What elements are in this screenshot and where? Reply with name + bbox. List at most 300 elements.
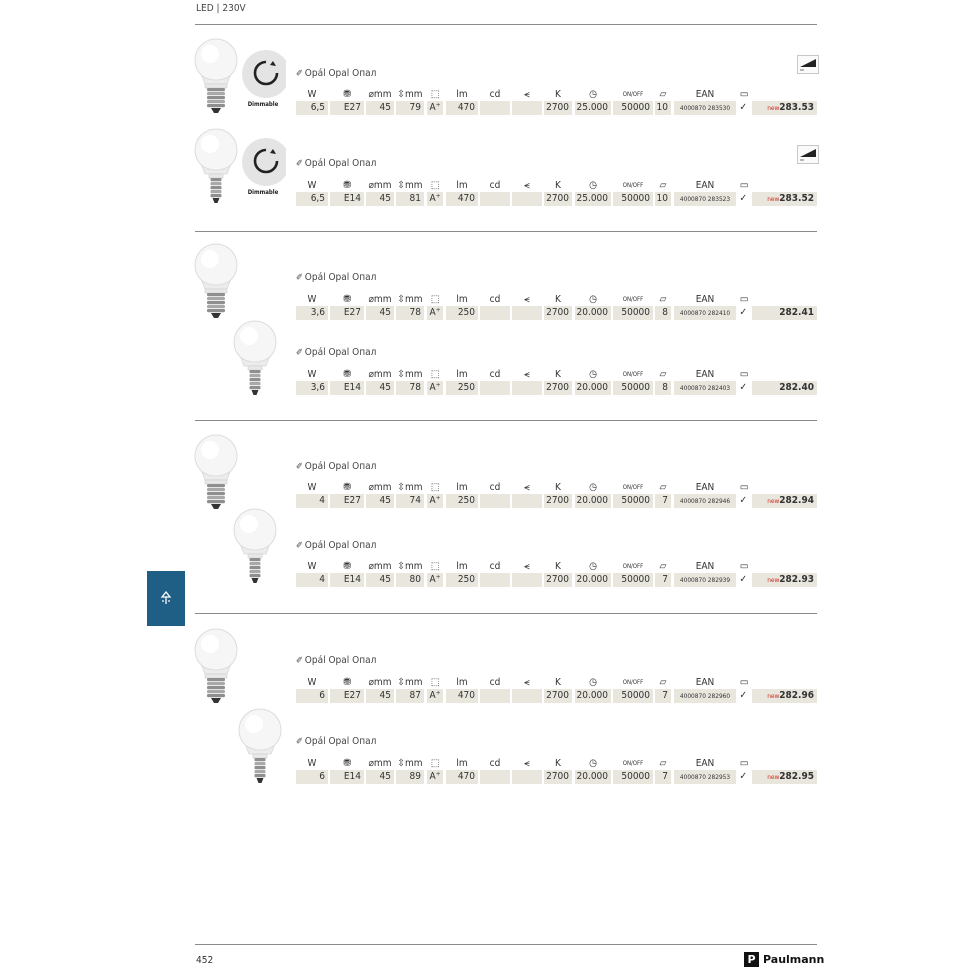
value-life: 25.000 <box>575 192 611 206</box>
value-cd <box>480 689 510 703</box>
value-w: 6,5 <box>296 192 328 206</box>
column-header-len: ⇳mm <box>397 294 423 305</box>
value-ean: 4000870 282960 <box>674 689 736 703</box>
column-header-life: ◷ <box>589 180 597 191</box>
value-energy: A⁺ <box>427 306 443 320</box>
column-header-lm: lm <box>456 369 468 380</box>
value-base: E14 <box>330 770 364 784</box>
column-header-k: K <box>555 369 561 380</box>
column-header-life: ◷ <box>589 369 597 380</box>
column-header-art <box>752 482 817 493</box>
value-life: 20.000 <box>575 494 611 508</box>
value-art <box>752 381 817 395</box>
value-base: E14 <box>330 381 364 395</box>
column-header-w: W <box>307 561 317 572</box>
value-tick: ✓ <box>739 307 747 318</box>
product-title-text: Opál Opal Опал <box>304 347 377 358</box>
spec-header <box>0 677 970 688</box>
column-header-k: K <box>555 677 561 688</box>
value-energy: A⁺ <box>427 494 443 508</box>
value-lm: 470 <box>446 770 478 784</box>
column-header-ean: EAN <box>695 89 715 100</box>
column-header-dia: ⌀mm <box>368 180 392 191</box>
column-header-k: K <box>555 758 561 769</box>
value-cd <box>480 494 510 508</box>
value-angle <box>512 689 542 703</box>
column-header-w: W <box>307 482 317 493</box>
article-number[interactable]: 283.53 <box>779 102 814 113</box>
value-pack: 8 <box>655 306 671 320</box>
value-angle <box>512 573 542 587</box>
value-tick: ✓ <box>739 771 747 782</box>
value-lm: 250 <box>446 573 478 587</box>
column-header-angle: ⪪ <box>524 294 530 305</box>
brand-name: Paulmann <box>763 953 825 966</box>
bulb-icon: ✐ <box>296 656 303 666</box>
value-pack: 7 <box>655 689 671 703</box>
value-onoff: 50000 <box>613 381 653 395</box>
column-header-lm: lm <box>456 180 468 191</box>
new-label: new <box>767 576 780 584</box>
value-art <box>752 494 817 508</box>
column-header-pack: ▱ <box>659 294 667 305</box>
spec-values <box>0 573 970 587</box>
column-header-len: ⇳mm <box>397 89 423 100</box>
value-lm: 470 <box>446 689 478 703</box>
column-header-art <box>752 561 817 572</box>
column-header-art <box>752 758 817 769</box>
value-w: 4 <box>296 494 328 508</box>
column-header-base: ⛃ <box>343 89 351 100</box>
lamp-icon <box>160 591 172 605</box>
value-base: E27 <box>330 101 364 115</box>
article-number[interactable]: 282.93 <box>779 574 814 585</box>
value-art <box>752 192 817 206</box>
value-angle <box>512 101 542 115</box>
value-k: 2700 <box>544 381 572 395</box>
bulb-icon: ✐ <box>296 737 303 747</box>
column-header-angle: ⪪ <box>524 561 530 572</box>
column-header-angle: ⪪ <box>524 89 530 100</box>
value-len: 79 <box>396 101 424 115</box>
column-header-onoff: ON/OFF <box>622 563 644 570</box>
column-header-base: ⛃ <box>343 294 351 305</box>
column-header-cd: cd <box>489 89 501 100</box>
column-header-life: ◷ <box>589 294 597 305</box>
spec-values <box>0 770 970 784</box>
category-title: LED | 230V <box>196 3 246 14</box>
column-header-energy: ⬚ <box>430 369 440 380</box>
value-len: 87 <box>396 689 424 703</box>
column-header-tick: ▭ <box>739 294 749 305</box>
column-header-k: K <box>555 294 561 305</box>
column-header-dia: ⌀mm <box>368 294 392 305</box>
value-cd <box>480 306 510 320</box>
column-header-energy: ⬚ <box>430 482 440 493</box>
value-pack: 8 <box>655 381 671 395</box>
spec-header <box>0 561 970 572</box>
column-header-base: ⛃ <box>343 482 351 493</box>
spec-values <box>0 101 970 115</box>
dimming-ramp-icon <box>798 146 818 163</box>
value-ean: 4000870 283523 <box>674 192 736 206</box>
product-title-text: Opál Opal Опал <box>304 736 377 747</box>
column-header-life: ◷ <box>589 482 597 493</box>
value-life: 20.000 <box>575 770 611 784</box>
divider <box>195 613 817 614</box>
article-number[interactable]: 282.41 <box>779 307 814 318</box>
value-cd <box>480 381 510 395</box>
value-art <box>752 306 817 320</box>
value-angle <box>512 770 542 784</box>
column-header-cd: cd <box>489 482 501 493</box>
column-header-len: ⇳mm <box>397 180 423 191</box>
column-header-pack: ▱ <box>659 482 667 493</box>
spec-values <box>0 306 970 320</box>
value-cd <box>480 192 510 206</box>
value-pack: 10 <box>655 192 671 206</box>
value-life: 20.000 <box>575 689 611 703</box>
value-len: 78 <box>396 381 424 395</box>
value-w: 3,6 <box>296 381 328 395</box>
spec-header <box>0 369 970 380</box>
column-header-tick: ▭ <box>739 758 749 769</box>
product-title <box>296 540 376 551</box>
bulb-icon: ✐ <box>296 348 303 358</box>
value-base: E27 <box>330 689 364 703</box>
value-cd <box>480 770 510 784</box>
column-header-onoff: ON/OFF <box>622 484 644 491</box>
value-tick: ✓ <box>739 382 747 393</box>
brand-mark: P <box>744 952 759 967</box>
column-header-len: ⇳mm <box>397 561 423 572</box>
column-header-energy: ⬚ <box>430 561 440 572</box>
column-header-onoff: ON/OFF <box>622 371 644 378</box>
value-len: 89 <box>396 770 424 784</box>
value-onoff: 50000 <box>613 101 653 115</box>
column-header-w: W <box>307 369 317 380</box>
value-onoff: 50000 <box>613 689 653 703</box>
value-ean: 4000870 282946 <box>674 494 736 508</box>
bulb-icon: ✐ <box>296 69 303 79</box>
value-tick: ✓ <box>739 574 747 585</box>
value-k: 2700 <box>544 573 572 587</box>
column-header-dia: ⌀mm <box>368 561 392 572</box>
article-number[interactable]: 282.95 <box>779 771 814 782</box>
value-lm: 470 <box>446 192 478 206</box>
value-w: 3,6 <box>296 306 328 320</box>
value-k: 2700 <box>544 689 572 703</box>
column-header-onoff: ON/OFF <box>622 679 644 686</box>
value-angle <box>512 192 542 206</box>
column-header-cd: cd <box>489 561 501 572</box>
value-k: 2700 <box>544 494 572 508</box>
value-tick: ✓ <box>739 102 747 113</box>
article-number[interactable]: 282.40 <box>779 382 814 393</box>
column-header-lm: lm <box>456 758 468 769</box>
dimming-badge <box>797 55 819 74</box>
product-title <box>296 736 376 747</box>
column-header-cd: cd <box>489 758 501 769</box>
column-header-dia: ⌀mm <box>368 482 392 493</box>
product-title <box>296 68 376 79</box>
value-onoff: 50000 <box>613 192 653 206</box>
column-header-ean: EAN <box>695 369 715 380</box>
spec-header <box>0 758 970 769</box>
column-header-w: W <box>307 758 317 769</box>
column-header-ean: EAN <box>695 758 715 769</box>
value-w: 6 <box>296 770 328 784</box>
column-header-lm: lm <box>456 294 468 305</box>
value-energy: A⁺ <box>427 192 443 206</box>
dimmable-label: Dimmable <box>247 101 279 108</box>
value-k: 2700 <box>544 770 572 784</box>
product-title-text: Opál Opal Опал <box>304 272 377 283</box>
value-base: E14 <box>330 192 364 206</box>
column-header-k: K <box>555 89 561 100</box>
product-title-text: Opál Opal Опал <box>304 655 377 666</box>
value-ean: 4000870 282953 <box>674 770 736 784</box>
value-pack: 7 <box>655 770 671 784</box>
value-life: 20.000 <box>575 573 611 587</box>
dimming-badge <box>797 145 819 164</box>
value-base: E27 <box>330 306 364 320</box>
spec-values <box>0 689 970 703</box>
spec-values <box>0 192 970 206</box>
product-title <box>296 158 376 169</box>
new-label: new <box>767 773 780 781</box>
value-onoff: 50000 <box>613 494 653 508</box>
column-header-life: ◷ <box>589 89 597 100</box>
value-pack: 7 <box>655 494 671 508</box>
new-label: new <box>767 497 780 505</box>
column-header-pack: ▱ <box>659 758 667 769</box>
column-header-tick: ▭ <box>739 180 749 191</box>
value-base: E27 <box>330 494 364 508</box>
column-header-base: ⛃ <box>343 180 351 191</box>
value-energy: A⁺ <box>427 770 443 784</box>
column-header-pack: ▱ <box>659 561 667 572</box>
bulb-icon: ✐ <box>296 273 303 283</box>
column-header-dia: ⌀mm <box>368 89 392 100</box>
value-dia: 45 <box>366 573 394 587</box>
column-header-energy: ⬚ <box>430 89 440 100</box>
dimming-ramp-icon <box>798 56 818 73</box>
value-len: 81 <box>396 192 424 206</box>
new-label: new <box>767 195 780 203</box>
value-onoff: 50000 <box>613 573 653 587</box>
value-lm: 250 <box>446 381 478 395</box>
column-header-len: ⇳mm <box>397 482 423 493</box>
value-dia: 45 <box>366 192 394 206</box>
article-number[interactable]: 283.52 <box>779 193 814 204</box>
column-header-w: W <box>307 89 317 100</box>
spec-values <box>0 494 970 508</box>
value-onoff: 50000 <box>613 306 653 320</box>
value-energy: A⁺ <box>427 689 443 703</box>
column-header-onoff: ON/OFF <box>622 91 644 98</box>
value-lm: 250 <box>446 306 478 320</box>
value-angle <box>512 306 542 320</box>
divider <box>195 944 817 945</box>
value-lm: 250 <box>446 494 478 508</box>
value-art <box>752 101 817 115</box>
spec-values <box>0 381 970 395</box>
value-angle <box>512 381 542 395</box>
value-w: 6 <box>296 689 328 703</box>
column-header-dia: ⌀mm <box>368 758 392 769</box>
value-cd <box>480 573 510 587</box>
new-label: new <box>767 692 780 700</box>
column-header-tick: ▭ <box>739 369 749 380</box>
article-number[interactable]: 282.94 <box>779 495 814 506</box>
column-header-lm: lm <box>456 561 468 572</box>
value-ean: 4000870 283530 <box>674 101 736 115</box>
column-header-pack: ▱ <box>659 677 667 688</box>
value-len: 74 <box>396 494 424 508</box>
value-energy: A⁺ <box>427 573 443 587</box>
column-header-tick: ▭ <box>739 561 749 572</box>
column-header-cd: cd <box>489 369 501 380</box>
value-dia: 45 <box>366 494 394 508</box>
column-header-dia: ⌀mm <box>368 677 392 688</box>
column-header-life: ◷ <box>589 561 597 572</box>
column-header-lm: lm <box>456 677 468 688</box>
column-header-base: ⛃ <box>343 561 351 572</box>
column-header-angle: ⪪ <box>524 180 530 191</box>
value-dia: 45 <box>366 770 394 784</box>
value-life: 20.000 <box>575 306 611 320</box>
column-header-onoff: ON/OFF <box>622 760 644 767</box>
column-header-len: ⇳mm <box>397 677 423 688</box>
product-title <box>296 347 376 358</box>
column-header-ean: EAN <box>695 677 715 688</box>
product-title-text: Opál Opal Опал <box>304 68 377 79</box>
column-header-art <box>752 369 817 380</box>
divider <box>195 231 817 232</box>
column-header-w: W <box>307 294 317 305</box>
column-header-len: ⇳mm <box>397 369 423 380</box>
column-header-angle: ⪪ <box>524 677 530 688</box>
column-header-dia: ⌀mm <box>368 369 392 380</box>
new-label: new <box>767 104 780 112</box>
value-art <box>752 689 817 703</box>
value-dia: 45 <box>366 306 394 320</box>
value-life: 25.000 <box>575 101 611 115</box>
value-k: 2700 <box>544 192 572 206</box>
value-len: 80 <box>396 573 424 587</box>
column-header-w: W <box>307 180 317 191</box>
bulb-icon: ✐ <box>296 159 303 169</box>
value-ean: 4000870 282410 <box>674 306 736 320</box>
value-k: 2700 <box>544 306 572 320</box>
column-header-pack: ▱ <box>659 180 667 191</box>
value-energy: A⁺ <box>427 381 443 395</box>
dimmable-label: Dimmable <box>247 189 279 196</box>
value-pack: 7 <box>655 573 671 587</box>
value-ean: 4000870 282403 <box>674 381 736 395</box>
column-header-onoff: ON/OFF <box>622 182 644 189</box>
brand-logo <box>744 952 824 967</box>
column-header-art <box>752 89 817 100</box>
value-cd <box>480 101 510 115</box>
column-header-energy: ⬚ <box>430 677 440 688</box>
divider <box>195 24 817 25</box>
value-w: 4 <box>296 573 328 587</box>
product-title-text: Opál Opal Опал <box>304 461 377 472</box>
column-header-lm: lm <box>456 482 468 493</box>
column-header-pack: ▱ <box>659 369 667 380</box>
product-title <box>296 461 376 472</box>
value-onoff: 50000 <box>613 770 653 784</box>
spec-header <box>0 482 970 493</box>
column-header-k: K <box>555 482 561 493</box>
value-dia: 45 <box>366 101 394 115</box>
column-header-energy: ⬚ <box>430 180 440 191</box>
value-lm: 470 <box>446 101 478 115</box>
column-header-angle: ⪪ <box>524 482 530 493</box>
column-header-tick: ▭ <box>739 677 749 688</box>
value-dia: 45 <box>366 689 394 703</box>
column-header-cd: cd <box>489 677 501 688</box>
column-header-cd: cd <box>489 294 501 305</box>
column-header-energy: ⬚ <box>430 758 440 769</box>
column-header-k: K <box>555 180 561 191</box>
column-header-life: ◷ <box>589 758 597 769</box>
bulb-icon: ✐ <box>296 462 303 472</box>
column-header-art <box>752 677 817 688</box>
column-header-art <box>752 180 817 191</box>
value-pack: 10 <box>655 101 671 115</box>
value-art <box>752 770 817 784</box>
column-header-ean: EAN <box>695 180 715 191</box>
column-header-cd: cd <box>489 180 501 191</box>
column-header-tick: ▭ <box>739 89 749 100</box>
column-header-angle: ⪪ <box>524 369 530 380</box>
spec-header <box>0 180 970 191</box>
column-header-base: ⛃ <box>343 369 351 380</box>
product-title-text: Opál Opal Опал <box>304 540 377 551</box>
divider <box>195 420 817 421</box>
spec-header <box>0 89 970 100</box>
column-header-energy: ⬚ <box>430 294 440 305</box>
value-tick: ✓ <box>739 193 747 204</box>
spec-header <box>0 294 970 305</box>
column-header-life: ◷ <box>589 677 597 688</box>
value-w: 6,5 <box>296 101 328 115</box>
column-header-ean: EAN <box>695 561 715 572</box>
column-header-tick: ▭ <box>739 482 749 493</box>
value-len: 78 <box>396 306 424 320</box>
value-tick: ✓ <box>739 690 747 701</box>
column-header-base: ⛃ <box>343 758 351 769</box>
value-energy: A⁺ <box>427 101 443 115</box>
value-k: 2700 <box>544 101 572 115</box>
value-angle <box>512 494 542 508</box>
value-dia: 45 <box>366 381 394 395</box>
column-header-len: ⇳mm <box>397 758 423 769</box>
column-header-ean: EAN <box>695 482 715 493</box>
article-number[interactable]: 282.96 <box>779 690 814 701</box>
product-title <box>296 655 376 666</box>
product-title <box>296 272 376 283</box>
product-title-text: Opál Opal Опал <box>304 158 377 169</box>
page-number: 452 <box>196 955 214 966</box>
column-header-k: K <box>555 561 561 572</box>
bulb-icon: ✐ <box>296 541 303 551</box>
column-header-art <box>752 294 817 305</box>
column-header-w: W <box>307 677 317 688</box>
